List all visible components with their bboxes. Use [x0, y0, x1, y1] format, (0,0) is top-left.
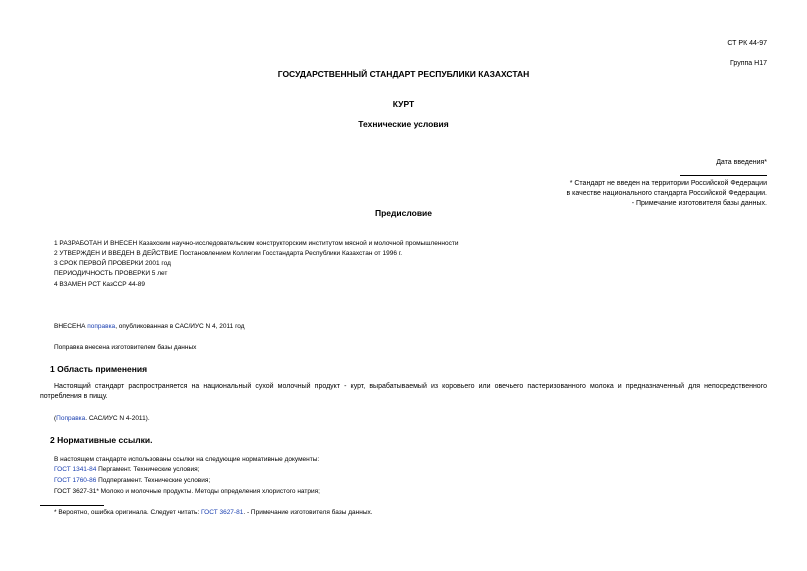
section-2-intro: В настоящем стандарте использованы ссылки на следующие нормативные документы:	[54, 456, 320, 463]
footnote-suffix: . - Примечание изготовителя базы данных.	[243, 509, 373, 516]
standard-code: СТ РК 44-97	[727, 40, 767, 47]
gost-1341-link[interactable]: ГОСТ 1341-84	[54, 466, 97, 473]
preface-item: 2 УТВЕРЖДЕН И ВВЕДЕН В ДЕЙСТВИЕ Постановлением Коллегии Госстандарта Республики Казахстан от 1996 г.	[54, 250, 403, 257]
reference-text: Пергамент. Технические условия;	[96, 466, 200, 473]
amendment-reference-link[interactable]: Поправка	[56, 415, 86, 422]
footnote-prefix: * Вероятно, ошибка оригинала. Следует читать:	[54, 509, 201, 516]
amendment-prefix: ВНЕСЕНА	[54, 323, 88, 330]
footnote-line: - Примечание изготовителя базы данных.	[631, 200, 767, 207]
gost-3627-link[interactable]: ГОСТ 3627-81	[201, 509, 244, 516]
section-1-reference	[54, 414, 150, 423]
document-subtitle: Технические условия	[358, 119, 449, 129]
amendment-suffix: , опубликованная в САС/ИУС N 4, 2011 год	[115, 323, 245, 330]
normative-reference: ГОСТ 3627-31* Молоко и молочные продукты. Методы определения хлористого натрия;	[54, 488, 320, 495]
preface-item: 4 ВЗАМЕН РСТ КазССР 44-89	[54, 281, 146, 288]
section-2-heading: 2 Нормативные ссылки.	[50, 435, 153, 445]
normative-reference	[54, 476, 210, 485]
section-1-heading: 1 Область применения	[50, 364, 148, 374]
introduction-date-label: Дата введения*	[716, 159, 767, 166]
gost-1760-link[interactable]: ГОСТ 1760-86	[54, 477, 97, 484]
reference-text: Подпергамент. Технические условия;	[96, 477, 211, 484]
bottom-footnote	[54, 508, 373, 517]
amendment-line	[54, 322, 245, 331]
amendment-link[interactable]: поправка	[87, 323, 116, 330]
document-title: ГОСУДАРСТВЕННЫЙ СТАНДАРТ РЕСПУБЛИКИ КАЗАХСТАН	[277, 69, 530, 79]
footnote-divider	[680, 175, 767, 176]
amendment-note: Поправка внесена изготовителем базы данных	[54, 344, 197, 351]
reference-open-paren: (	[54, 415, 57, 422]
footnote-line: * Стандарт не введен на территории Российской Федерации	[569, 180, 767, 187]
reference-rest: . САС/ИУС N 4-2011).	[85, 415, 150, 422]
product-title: КУРТ	[392, 99, 415, 109]
preface-heading: Предисловие	[374, 208, 433, 218]
preface-item: 1 РАЗРАБОТАН И ВНЕСЕН Казахским научно-исследовательским конструкторским институтом мясной и молочной промышленности	[54, 240, 459, 247]
footnote-line: в качестве национального стандарта Российской Федерации.	[566, 190, 767, 197]
standard-group: Группа Н17	[730, 60, 767, 67]
bottom-footnote-divider	[40, 505, 104, 506]
section-1-text: Настоящий стандарт распространяется на национальный сухой молочный продукт - курт, вырабатываемый из коровьего или овечьего пастеризованного молока и предназначенный для непосредственного потребления в пищу.	[40, 383, 767, 400]
normative-reference	[54, 465, 199, 474]
preface-item: 3 СРОК ПЕРВОЙ ПРОВЕРКИ 2001 год	[54, 260, 171, 267]
preface-item: ПЕРИОДИЧНОСТЬ ПРОВЕРКИ 5 лет	[54, 270, 168, 277]
